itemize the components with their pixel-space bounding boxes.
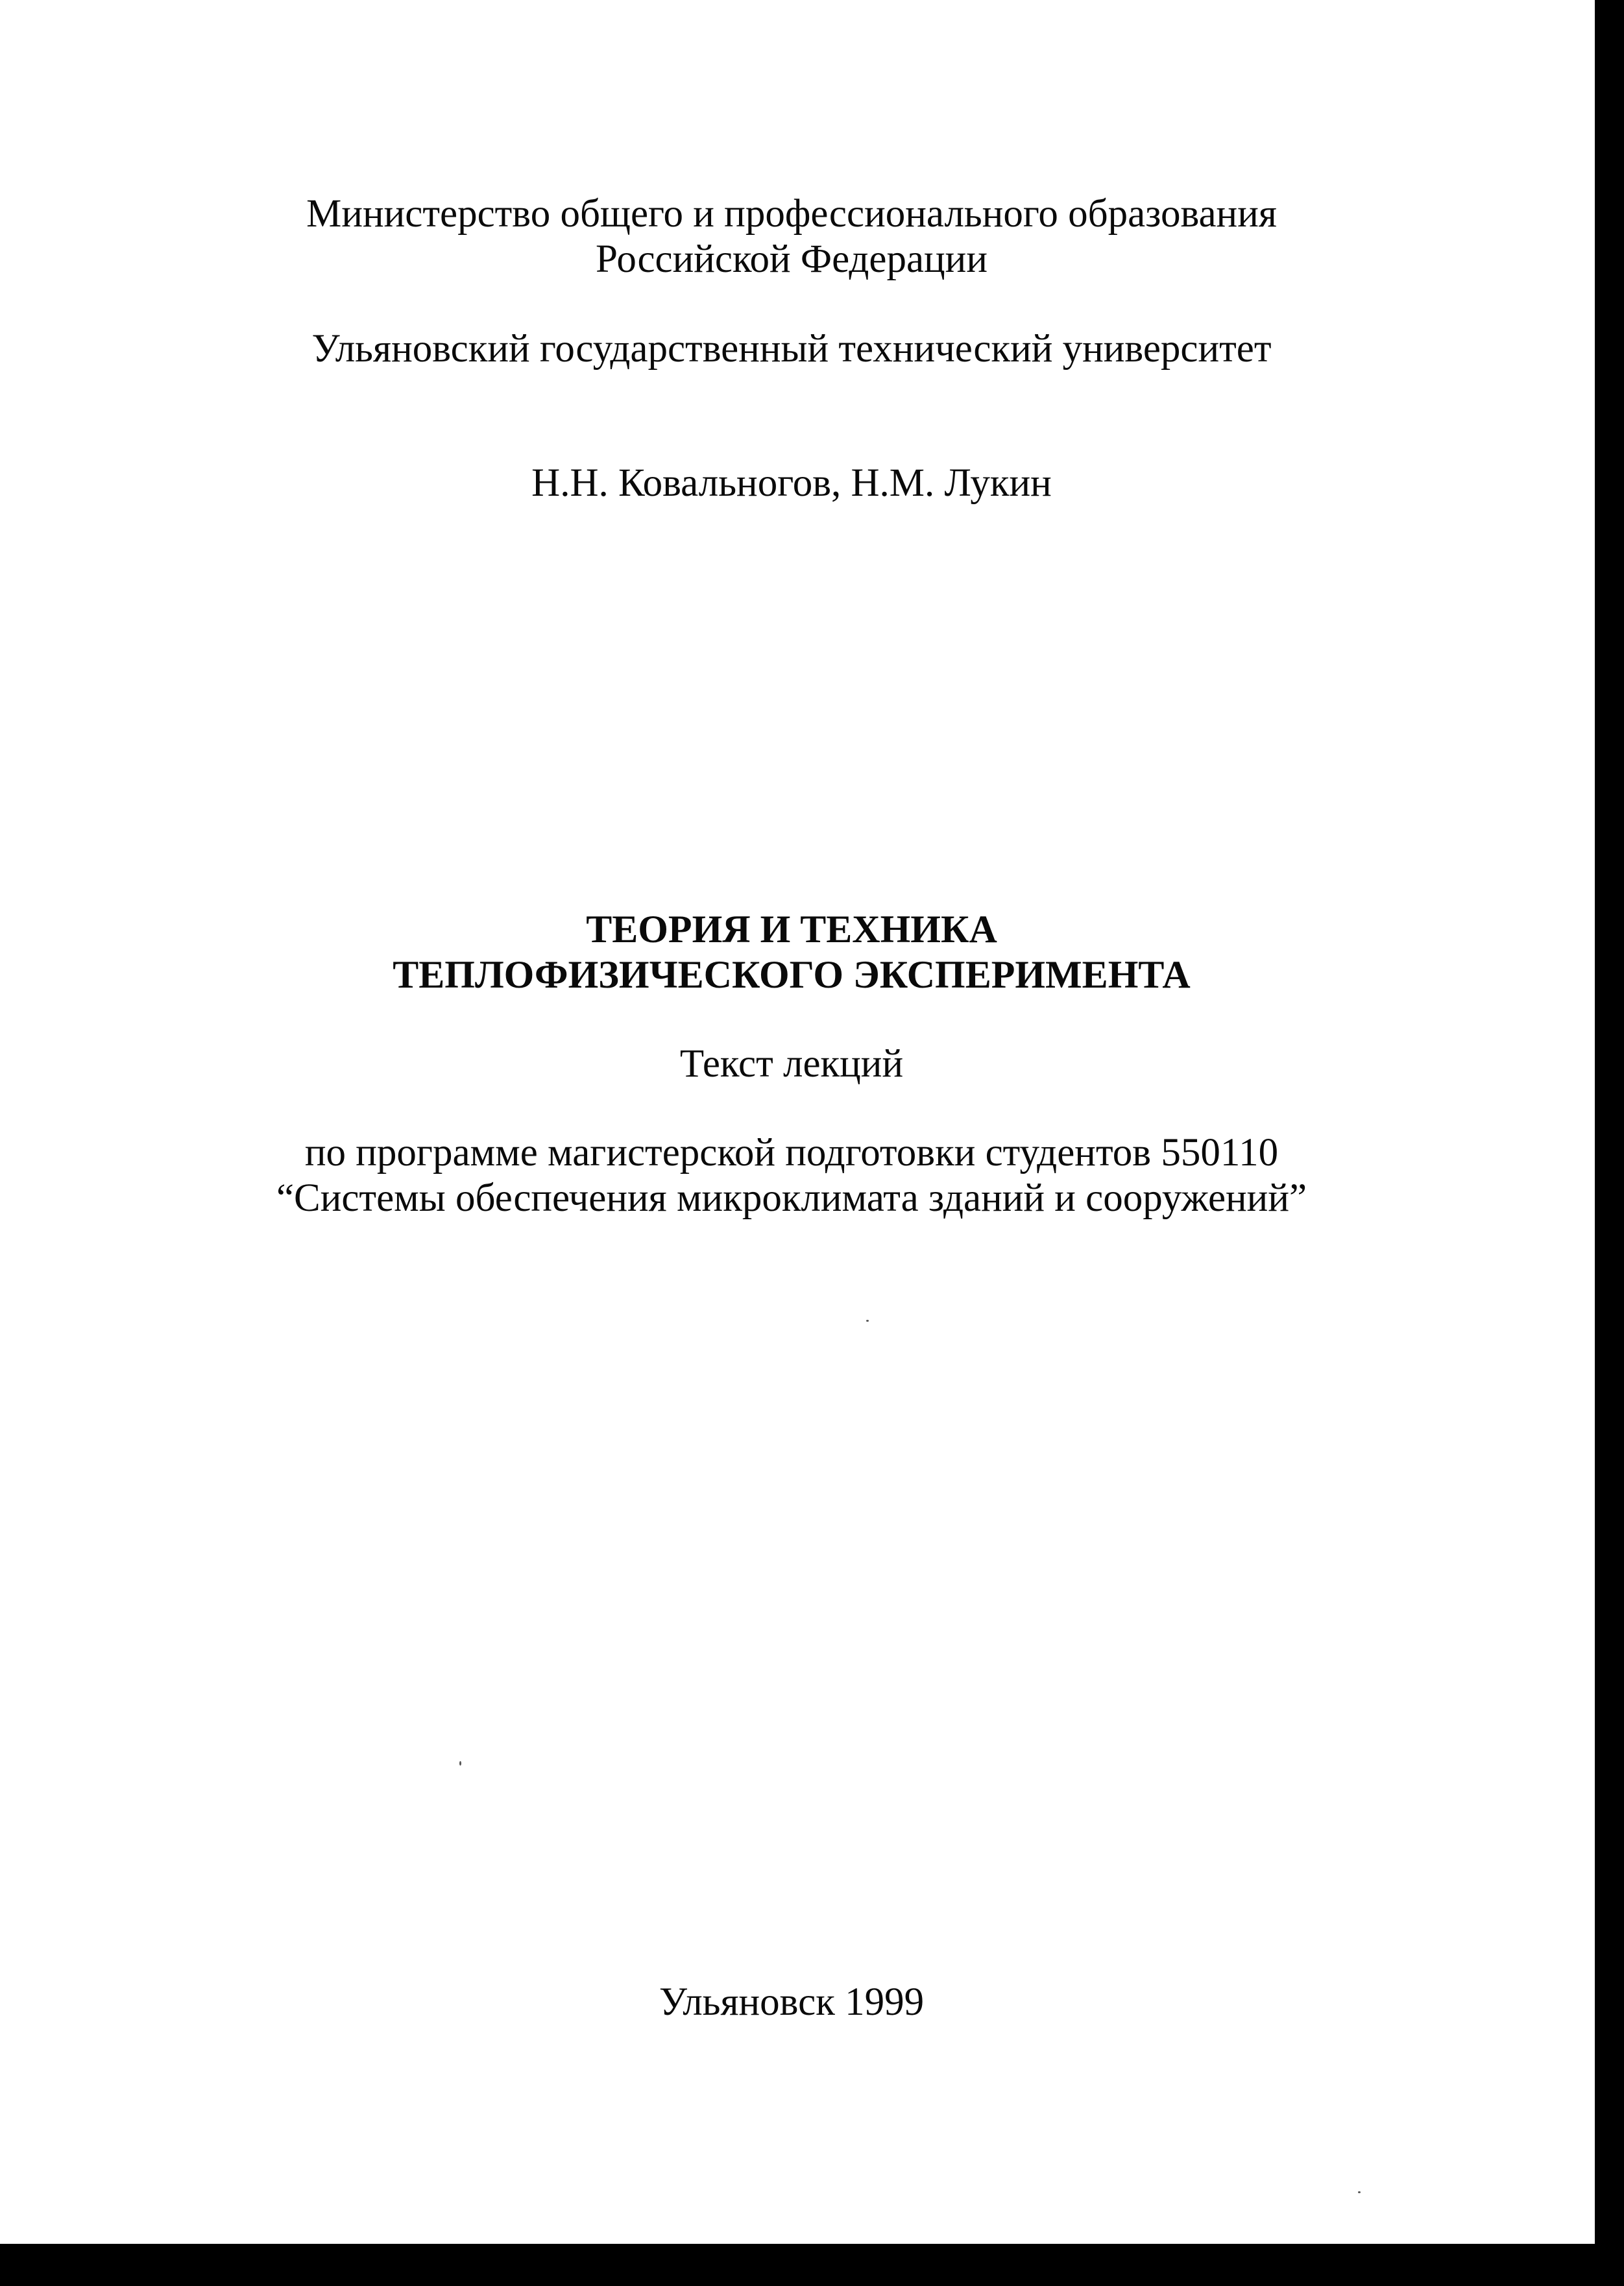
ministry-line-1: Министерство общего и профессионального образования — [306, 192, 1277, 236]
authors: Н.Н. Ковальногов, Н.М. Лукин — [531, 461, 1052, 505]
program-line-1: по программе магистерской подготовки студентов 550110 — [304, 1131, 1279, 1174]
document-type: Текст лекций — [679, 1042, 904, 1086]
university-name: Ульяновский государственный технический университет — [311, 327, 1272, 371]
program-line-2: “Системы обеспечения микроклимата зданий и сооружений” — [276, 1176, 1307, 1220]
place-and-year: Ульяновск 1999 — [659, 1980, 925, 2024]
title-line-2: ТЕПЛОФИЗИЧЕСКОГО ЭКСПЕРИМЕНТА — [393, 953, 1191, 996]
scan-speck — [1358, 2191, 1361, 2193]
scan-speck — [459, 1761, 461, 1766]
scan-speck — [866, 1320, 869, 1322]
scan-edge-bottom — [0, 2244, 1624, 2286]
scan-edge-right — [1595, 0, 1624, 2286]
ministry-line-2: Российской Федерации — [596, 237, 988, 281]
title-line-1: ТЕОРИЯ И ТЕХНИКА — [586, 908, 997, 951]
